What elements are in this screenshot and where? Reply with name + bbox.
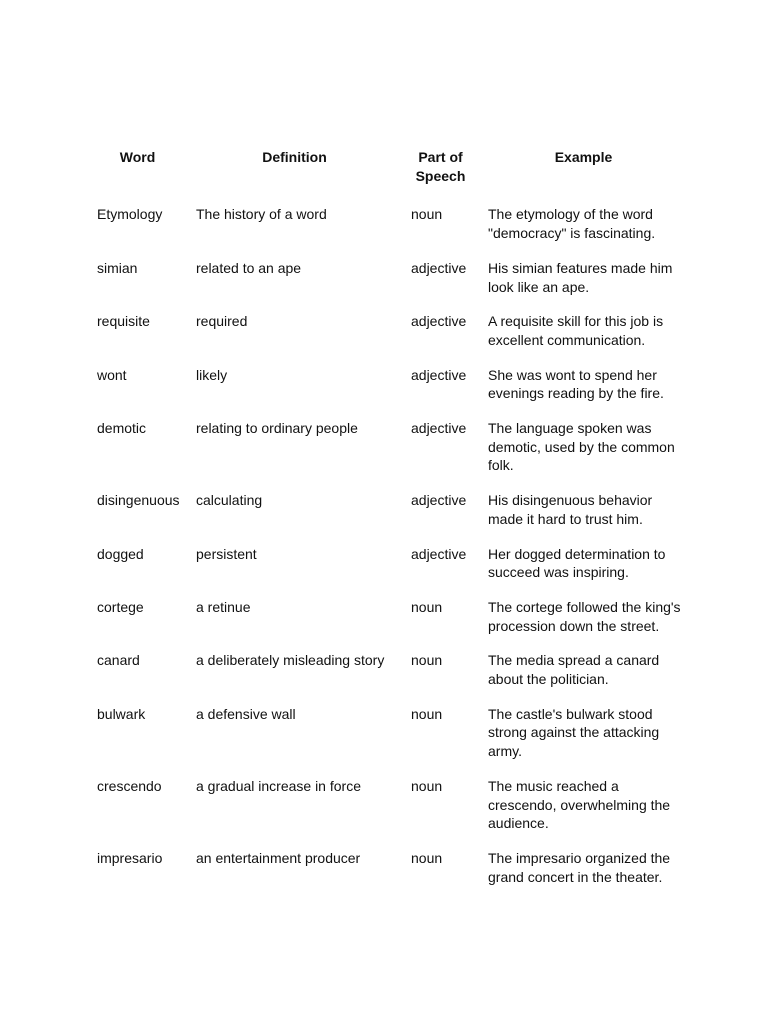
cell-part-of-speech: adjective: [411, 313, 467, 330]
header-part-of-speech: Part of Speech: [415, 149, 466, 184]
cell-example: The cortege followed the king's procession down the street.: [488, 598, 681, 634]
cell-definition: calculating: [196, 492, 263, 509]
cell-part-of-speech: noun: [411, 206, 443, 223]
cell-word: simian: [97, 259, 138, 276]
table-row: [88, 366, 688, 419]
table-row: [88, 491, 688, 544]
cell-example: The etymology of the word "democracy" is fascinating.: [488, 206, 656, 242]
header-definition: Definition: [262, 149, 327, 165]
table-row: [88, 545, 688, 598]
cell-word: disingenuous: [97, 492, 180, 509]
cell-definition: a deliberately misleading story: [196, 652, 385, 669]
cell-definition: persistent: [196, 545, 257, 562]
cell-example: His simian features made him look like an ape.: [488, 259, 673, 295]
cell-example: A requisite skill for this job is excellent communication.: [488, 313, 664, 348]
cell-definition: an entertainment producer: [196, 849, 361, 866]
cell-part-of-speech: noun: [411, 777, 443, 794]
header-example: Example: [554, 149, 613, 165]
cell-part-of-speech: adjective: [411, 492, 467, 509]
cell-word: requisite: [97, 313, 150, 330]
cell-example: The media spread a canard about the politician.: [488, 652, 660, 688]
cell-definition: relating to ordinary people: [196, 420, 358, 437]
header-word: Word: [119, 149, 156, 165]
cell-part-of-speech: noun: [411, 598, 443, 615]
vocabulary-table: [88, 148, 688, 902]
table-row: [88, 849, 688, 902]
cell-part-of-speech: noun: [411, 705, 443, 722]
cell-word: bulwark: [97, 705, 146, 722]
cell-example: His disingenuous behavior made it hard to trust him.: [488, 492, 653, 527]
table-header-row: [88, 148, 688, 205]
cell-definition: a defensive wall: [196, 705, 296, 722]
cell-word: cortege: [97, 598, 144, 615]
cell-definition: required: [196, 313, 248, 330]
cell-definition: a retinue: [196, 598, 251, 615]
cell-definition: a gradual increase in force: [196, 777, 361, 794]
cell-part-of-speech: adjective: [411, 545, 467, 562]
cell-example: She was wont to spend her evenings reading by the fire.: [488, 366, 664, 402]
cell-definition: related to an ape: [196, 259, 302, 276]
cell-part-of-speech: adjective: [411, 259, 467, 276]
cell-definition: The history of a word: [196, 206, 327, 223]
table-row: [88, 259, 688, 312]
cell-word: canard: [97, 652, 140, 669]
cell-word: dogged: [97, 545, 144, 562]
cell-word: wont: [97, 366, 127, 383]
cell-part-of-speech: adjective: [411, 366, 467, 383]
cell-part-of-speech: noun: [411, 849, 443, 866]
table-row: [88, 705, 688, 777]
table-row: [88, 205, 688, 258]
cell-word: demotic: [97, 420, 147, 437]
cell-example: Her dogged determination to succeed was inspiring.: [488, 545, 666, 581]
table-row: [88, 777, 688, 849]
cell-part-of-speech: noun: [411, 652, 443, 669]
cell-definition: likely: [196, 366, 228, 383]
table-row: [88, 312, 688, 365]
cell-example: The impresario organized the grand concert in the theater.: [488, 849, 671, 885]
cell-example: The castle's bulwark stood strong against the attacking army.: [488, 705, 660, 760]
table-row: [88, 651, 688, 704]
cell-word: Etymology: [97, 206, 163, 223]
cell-example: The language spoken was demotic, used by the common folk.: [488, 420, 675, 474]
cell-word: impresario: [97, 849, 163, 866]
table-row: [88, 419, 688, 491]
cell-word: crescendo: [97, 777, 162, 794]
cell-example: The music reached a crescendo, overwhelming the audience.: [488, 777, 671, 832]
table-row: [88, 598, 688, 651]
cell-part-of-speech: adjective: [411, 420, 467, 437]
